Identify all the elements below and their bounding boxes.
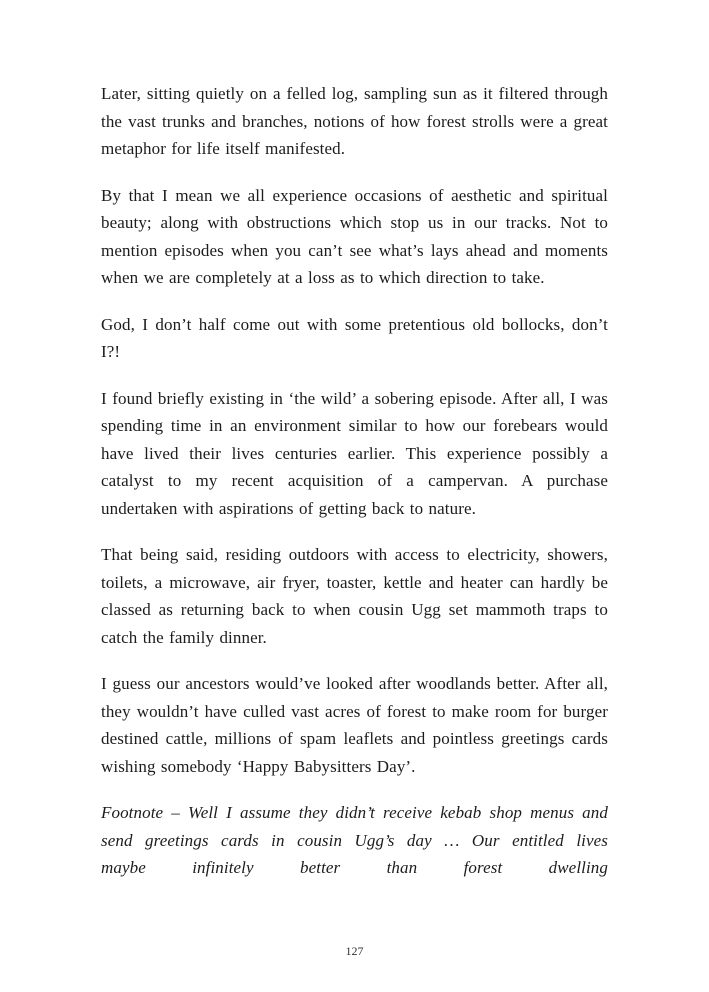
page-number: 127: [345, 944, 364, 958]
paragraph: I found briefly existing in ‘the wild’ a sobering episode. After all, I was spending time in an environment similar to how our forebears would have lived their lives centuries earlier. This experience possibly a catalyst to my recent acquisition of a campervan. A purchase undertaken with aspirations of getting back to nature.: [101, 388, 608, 518]
footnote-paragraph: Footnote – Well I assume they didn’t receive kebab shop menus and send greetings cards in cousin Ugg’s day … Our entitled lives maybe infinitely better than forest dwelling: [101, 803, 608, 877]
paragraph: Later, sitting quietly on a felled log, sampling sun as it filtered through the vast trunks and branches, notions of how forest strolls were a great metaphor for life itself manifested.: [101, 84, 608, 158]
text-block: [101, 80, 608, 901]
paragraph: God, I don’t half come out with some pretentious old bollocks, don’t I?!: [101, 314, 608, 361]
paragraph: I guess our ancestors would’ve looked after woodlands better. After all, they wouldn’t have culled vast acres of forest to make room for burger destined cattle, millions of spam leaflets and pointless greetings cards wishing somebody ‘Happy Babysitters Day’.: [101, 674, 608, 776]
paragraph: By that I mean we all experience occasions of aesthetic and spiritual beauty; along with obstructions which stop us in our tracks. Not to mention episodes when you can’t see what’s lays ahead and moments when we are completely at a loss as to which direction to take.: [101, 185, 608, 287]
paragraph: That being said, residing outdoors with access to electricity, showers, toilets, a microwave, air fryer, toaster, kettle and heater can hardly be classed as returning back to when cousin Ugg set mammoth traps to catch the family dinner.: [101, 545, 608, 647]
